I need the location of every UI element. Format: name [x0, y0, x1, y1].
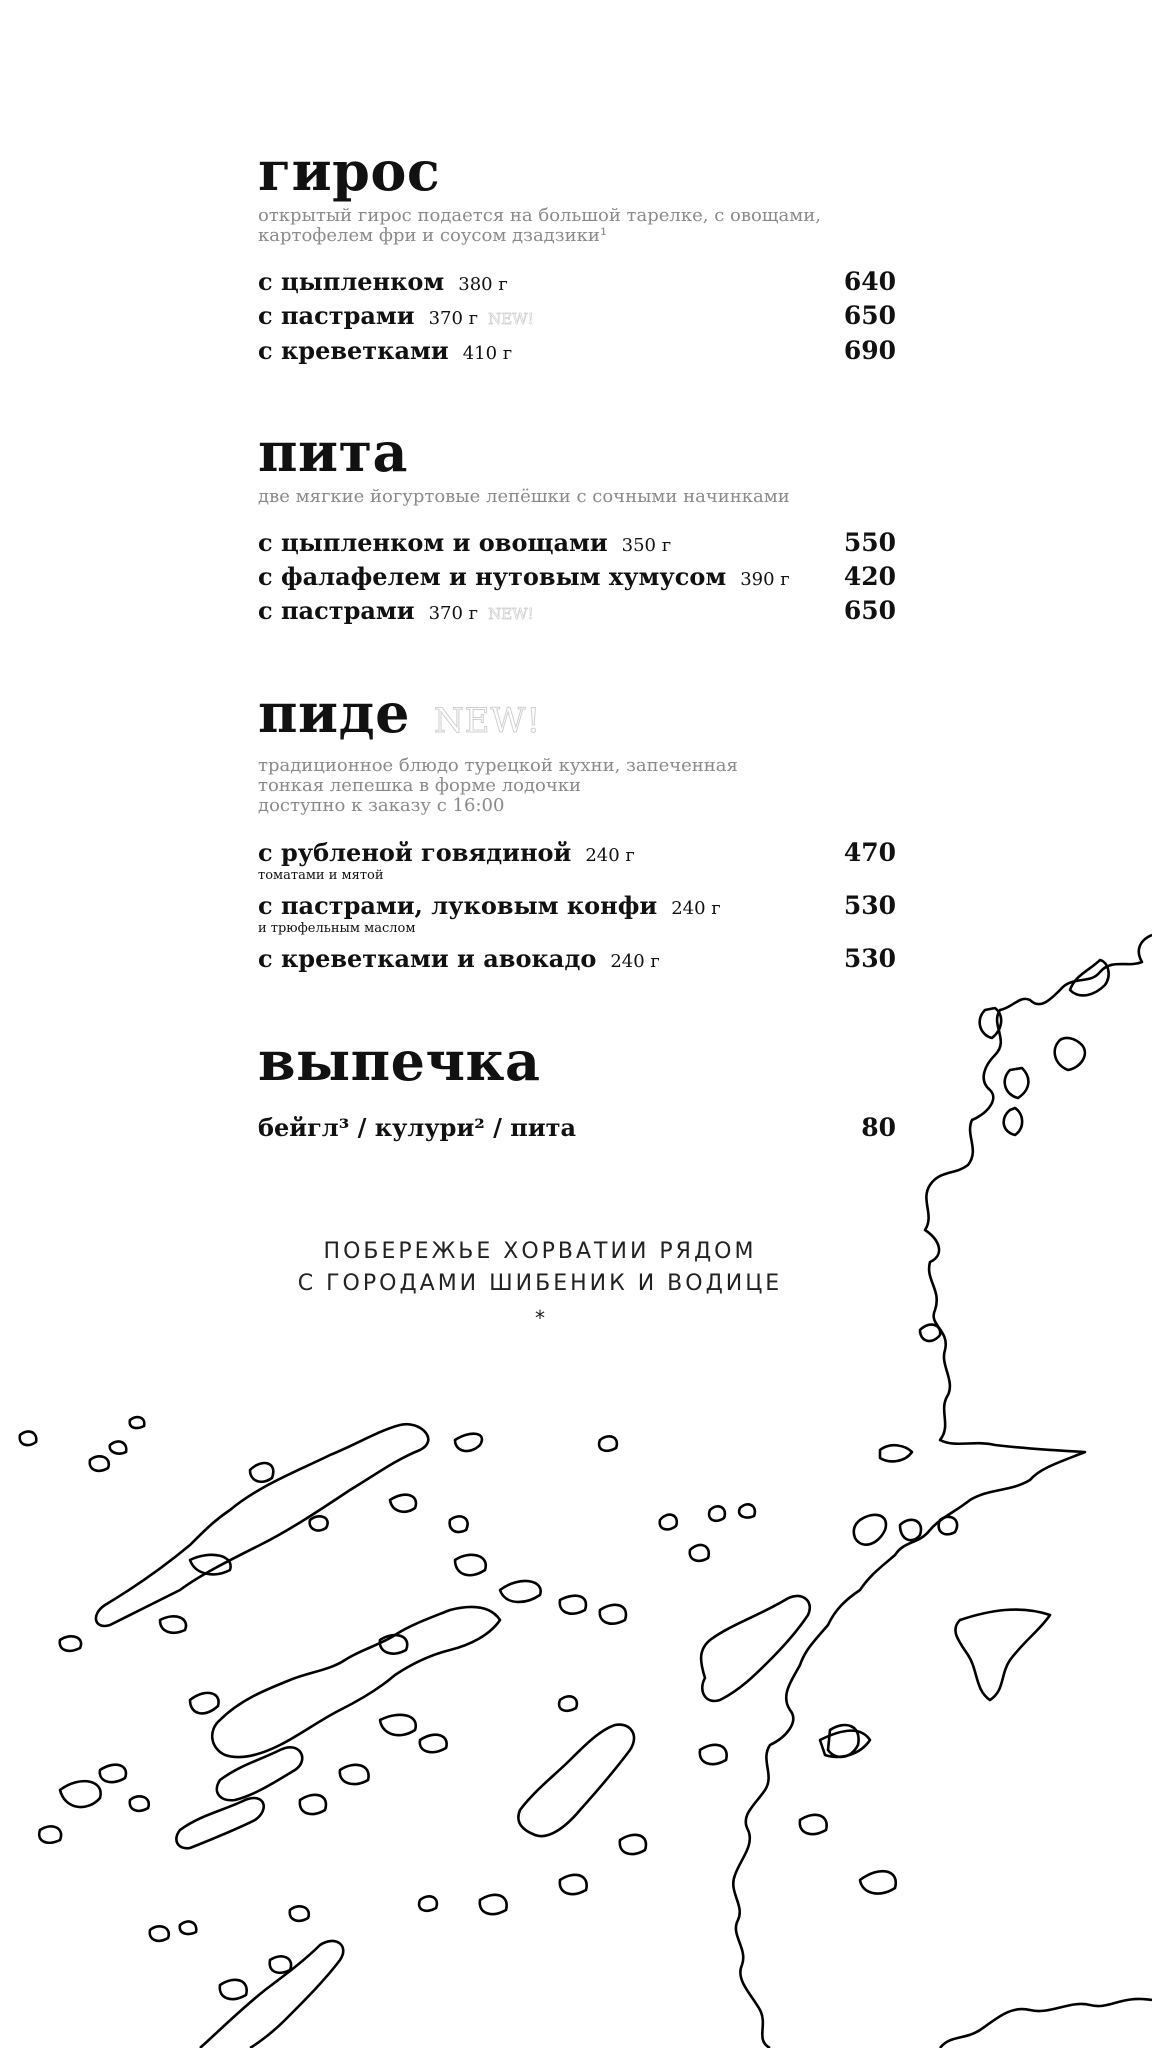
item-weight: 240 г — [671, 898, 721, 919]
section-title — [258, 682, 896, 752]
new-badge: NEW! — [488, 605, 534, 623]
menu-item — [258, 335, 896, 369]
section-title — [258, 1030, 896, 1092]
menu-item — [258, 527, 896, 561]
menu-items — [258, 527, 896, 630]
item-price: 650 — [843, 301, 896, 330]
menu-item — [258, 595, 896, 630]
item-weight: 410 г — [462, 343, 513, 364]
section-title-text: пита — [258, 420, 409, 484]
menu-item — [258, 836, 896, 872]
section-pide — [258, 682, 896, 978]
map-caption — [258, 1236, 822, 1334]
item-weight: 390 г — [740, 569, 790, 590]
item-price: 470 — [843, 838, 896, 867]
section-bakery — [258, 1030, 896, 1143]
section-title — [258, 421, 896, 483]
description-line: открытый гирос подается на большой тарелке, с овощами, — [258, 205, 821, 226]
section-description — [258, 206, 896, 246]
section-title-text: пиде — [258, 681, 410, 745]
item-price: 640 — [843, 267, 896, 296]
item-price: 650 — [843, 596, 896, 625]
section-title — [258, 140, 896, 202]
item-weight: 370 г — [428, 603, 479, 624]
section-pita — [258, 421, 896, 630]
item-price: 80 — [861, 1113, 896, 1142]
caption-line: С ГОРОДАМИ ШИБЕНИК И ВОДИЦЕ — [297, 1271, 783, 1296]
item-name: с пастрами, луковым конфи — [258, 891, 658, 920]
item-price: 420 — [843, 562, 896, 591]
description-line: традиционное блюдо турецкой кухни, запеченная — [258, 755, 738, 776]
menu-items — [258, 836, 896, 978]
menu-item — [258, 942, 896, 978]
availability-note: доступно к заказу с 16:00 — [258, 795, 505, 816]
menu-items — [258, 1112, 896, 1143]
section-description — [258, 756, 896, 816]
menu-item — [258, 561, 896, 595]
item-weight: 380 г — [458, 274, 508, 295]
section-title-text: гирос — [258, 139, 441, 203]
item-name: с пастрами — [258, 301, 415, 330]
item-weight: 370 г — [428, 308, 479, 329]
item-price: 530 — [843, 944, 896, 973]
description-line: тонкая лепешка в форме лодочки — [258, 775, 582, 796]
item-note: томатами и мятой — [258, 868, 384, 883]
menu-content — [258, 140, 896, 1195]
item-name: с креветками и авокадо — [258, 944, 597, 973]
new-badge: NEW! — [488, 310, 534, 328]
item-note: и трюфельным маслом — [258, 921, 416, 936]
item-price: 690 — [843, 336, 896, 365]
item-name: с цыпленком — [258, 267, 445, 296]
menu-item — [258, 1112, 896, 1143]
item-price: 550 — [843, 528, 896, 557]
item-name: с фалафелем и нутовым хумусом — [258, 562, 727, 591]
menu-item — [258, 300, 896, 335]
description-line: картофелем фри и соусом дзадзики¹ — [258, 225, 608, 246]
section-description — [258, 487, 896, 507]
caption-line: ПОБЕРЕЖЬЕ ХОРВАТИИ РЯДОМ — [323, 1239, 757, 1264]
item-name: с цыпленком и овощами — [258, 528, 608, 557]
item-weight: 350 г — [621, 535, 672, 556]
section-gyros — [258, 140, 896, 369]
item-name: с креветками — [258, 336, 449, 365]
item-price: 530 — [843, 891, 896, 920]
item-weight: 240 г — [585, 845, 635, 866]
menu-item — [258, 889, 896, 925]
item-name: с рубленой говядиной — [258, 838, 572, 867]
menu-item — [258, 266, 896, 300]
description-line: две мягкие йогуртовые лепёшки с сочными начинками — [258, 486, 790, 507]
section-title-text: выпечка — [258, 1029, 541, 1093]
item-weight: 240 г — [610, 951, 660, 972]
item-name: бейгл³ / кулури² / пита — [258, 1113, 577, 1142]
menu-items — [258, 266, 896, 369]
new-badge: NEW! — [433, 701, 542, 741]
asterisk-mark: * — [535, 1306, 545, 1330]
item-name: с пастрами — [258, 596, 415, 625]
